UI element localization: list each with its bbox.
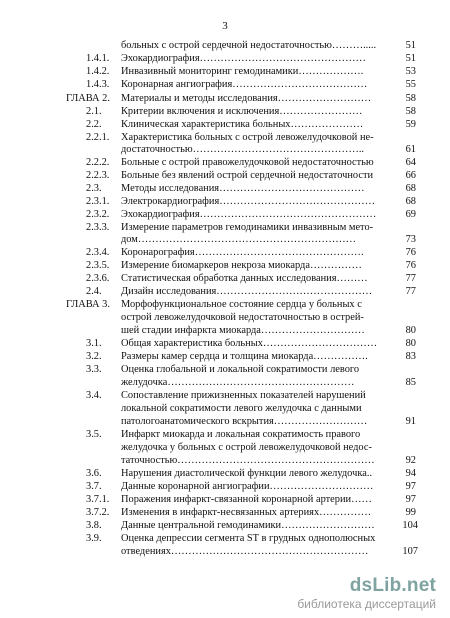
toc-entry-page: 80 [405,325,416,336]
toc-entry-title: Измерение биомаркеров некроза миокарда…………… [121,260,362,271]
toc-entry-title: желудочка у больных с острой левожелудочковой недос- [121,442,372,453]
watermark-subtitle: библиотека диссертаций [297,597,436,611]
toc-entry-number: 3.9. [86,533,102,544]
toc-entry-title: Нарушения диастолической функции левого желудочка.. [121,468,373,479]
toc-entry-title: Общая характеристика больных…………………………… [121,338,378,349]
toc-entry-number: 1.4.3. [86,79,110,90]
toc-entry [0,209,450,222]
toc-entry-title: патологоанатомического вскрытия……………………… [121,416,368,427]
toc-entry-number: 2.3.5. [86,260,110,271]
toc-entry-title: Морфофункциональное состояние сердца у больных с [121,299,362,310]
toc-entry-title: Поражения инфаркт-связанной коронарной артерии…… [121,494,372,505]
toc-entry [0,390,450,403]
toc-entry-page: 107 [402,546,418,557]
toc-entry-title: Критерии включения и исключения…………………… [121,106,363,117]
toc-entry-title: Данные центральной гемодинамики……………………… [121,520,375,531]
toc-entry-number: 3.7.1. [86,494,110,505]
toc-entry [0,455,450,468]
toc-entry [0,312,450,325]
toc-entry-title: Характеристика больных с острой левожелудочковой не- [121,132,374,143]
toc-entry [0,260,450,273]
toc-entry-page: 85 [405,377,416,388]
toc-entry [0,520,450,533]
toc-entry [0,468,450,481]
toc-entry [0,533,450,546]
toc-entry [0,196,450,209]
toc-entry-number: 1.4.2. [86,66,110,77]
toc-entry-title: таточностью………………………………………………… [121,455,375,466]
toc-entry-number: 2.2.2. [86,157,110,168]
toc-entry-page: 77 [405,273,416,284]
toc-entry-title: дом……………………………………………………… [121,234,357,245]
toc-entry-number: 3.8. [86,520,102,531]
toc-entry [0,119,450,132]
toc-entry [0,351,450,364]
toc-entry-page: 51 [405,40,416,51]
toc-entry-title: Больные без явлений острой сердечной недостаточности [121,170,374,181]
toc-entry-number: 3.2. [86,351,102,362]
toc-entry-page: 83 [405,351,416,362]
toc-entry-title: Коронарография…………………………………………. [121,247,364,258]
toc-entry-page: 58 [405,93,416,104]
toc-entry [0,106,450,119]
toc-entry-number: 2.4. [86,286,102,297]
toc-entry [0,157,450,170]
toc-entry [0,183,450,196]
watermark-logo: dsLib.net [349,575,436,596]
toc-entry-title: Оценка глобальной и локальной сократимости левого [121,364,360,375]
toc-entry-page: 58 [405,106,416,117]
toc-entry-page: 55 [405,79,416,90]
toc-entry-title: Статистическая обработка данных исследования……… [121,273,368,284]
toc-entry-title: Эхокардиография…………………………………………… [121,209,377,220]
toc-entry [0,79,450,92]
toc-entry [0,273,450,286]
toc-entry-page: 69 [405,209,416,220]
toc-entry-title: шей стадии инфаркта миокарда………………………… [121,325,365,336]
toc-entry-number: 2.1. [86,106,102,117]
toc-entry-number: 2.3.3. [86,222,110,233]
toc-entry-number: ГЛАВА 2. [66,93,110,104]
toc-entry [0,442,450,455]
watermark [297,576,436,611]
toc-entry-title: Инфаркт миокарда и локальная сократимость правого [121,429,361,440]
toc-entry-number: 2.3.2. [86,209,110,220]
toc-entry [0,377,450,390]
toc-entry [0,481,450,494]
toc-entry-title: отведениях………………………………………………… [121,546,369,557]
toc-entry-number: ГЛАВА 3. [66,299,110,310]
toc-entry-number: 2.3.4. [86,247,110,258]
toc-entry-number: 3.1. [86,338,102,349]
toc-entry [0,494,450,507]
toc-entry [0,507,450,520]
toc-entry-title: достаточностью………………………………………….. [121,144,365,155]
toc-entry-title: Оценка депрессии сегмента ST в грудных однополюсных [121,533,376,544]
toc-entry-page: 76 [405,247,416,258]
toc-entry [0,546,450,559]
toc-entry-page: 97 [405,494,416,505]
toc-entry-number: 3.3. [86,364,102,375]
toc-entry-page: 73 [405,234,416,245]
toc-entry-number: 3.6. [86,468,102,479]
toc-entry-page: 104 [402,520,418,531]
toc-entry-page: 68 [405,183,416,194]
toc-entry-title: Методы исследования…………………………………… [121,183,365,194]
toc-entry-title: Эхокардиография………………………………………… [121,53,366,64]
toc-entry [0,40,450,53]
toc-entry-title: Больные с острой правожелудочковой недостаточностью [121,157,374,168]
toc-entry-title: Материалы и методы исследования……………………… [121,93,372,104]
toc-entry [0,364,450,377]
toc-entry-number: 2.2.3. [86,170,110,181]
toc-entry [0,170,450,183]
toc-entry-page: 53 [405,66,416,77]
toc-entry-title: локальной сократимости левого желудочка с данными [121,403,362,414]
toc-entry-number: 2.2. [86,119,102,130]
toc-entry-title: острой левожелудочковой недостаточностью в острей- [121,312,364,323]
toc-entry [0,338,450,351]
toc-entry-title: Изменения в инфаркт-несвязанных артериях…………… [121,507,372,518]
toc-entry-number: 3.5. [86,429,102,440]
toc-entry [0,144,450,157]
toc-entry-page: 94 [405,468,416,479]
toc-entry-page: 68 [405,196,416,207]
toc-entry-number: 2.2.1. [86,132,110,143]
toc-entry-page: 66 [405,170,416,181]
toc-entry-number: 2.3. [86,183,102,194]
toc-entry [0,93,450,106]
toc-entry-number: 3.4. [86,390,102,401]
toc-entry-number: 2.3.6. [86,273,110,284]
toc-entry-page: 80 [405,338,416,349]
toc-entry [0,325,450,338]
toc-entry-title: Дизайн исследования……………………………………… [121,286,373,297]
toc-entry-title: желудочка……………………………………………… [121,377,355,388]
toc-entry [0,286,450,299]
toc-entry [0,66,450,79]
toc-entry-page: 91 [405,416,416,427]
toc-entry-title: Инвазивный мониторинг гемодинамики………………. [121,66,364,77]
toc-entry-page: 64 [405,157,416,168]
toc-entry-title: Данные коронарной ангиографии………………………… [121,481,374,492]
toc-entry-page: 92 [405,455,416,466]
toc-entry-page: 76 [405,260,416,271]
toc-entry [0,234,450,247]
toc-entry-number: 3.7.2. [86,507,110,518]
toc-entry-title: Коронарная ангиография………………………………… [121,79,368,90]
toc-entry [0,403,450,416]
toc-entry-title: Клиническая характеристика больных………………… [121,119,364,130]
toc-entry-number: 2.3.1. [86,196,110,207]
toc-entry-title: Сопоставление прижизненных показателей нарушений [121,390,366,401]
toc-entry-page: 97 [405,481,416,492]
toc-entry [0,416,450,429]
toc-entry-title: Измерение параметров гемодинамики инвазивным мето- [121,222,374,233]
toc-entry-page: 99 [405,507,416,518]
page-number: 3 [222,20,228,32]
toc-entry-page: 51 [405,53,416,64]
toc-entry [0,247,450,260]
toc-entry-title: больных с острой сердечной недостаточностью………..... [121,40,377,51]
toc-entry-title: Электрокардиография……………………………………… [121,196,376,207]
toc-entry-page: 59 [405,119,416,130]
toc-entry-title: Размеры камер сердца и толщина миокарда……………. [121,351,368,362]
toc-entry [0,299,450,312]
toc-entry [0,53,450,66]
toc-entry-number: 1.4.1. [86,53,110,64]
toc-entry-page: 77 [405,286,416,297]
toc-entry-page: 61 [405,144,416,155]
toc-entry [0,429,450,442]
toc-entry-number: 3.7. [86,481,102,492]
